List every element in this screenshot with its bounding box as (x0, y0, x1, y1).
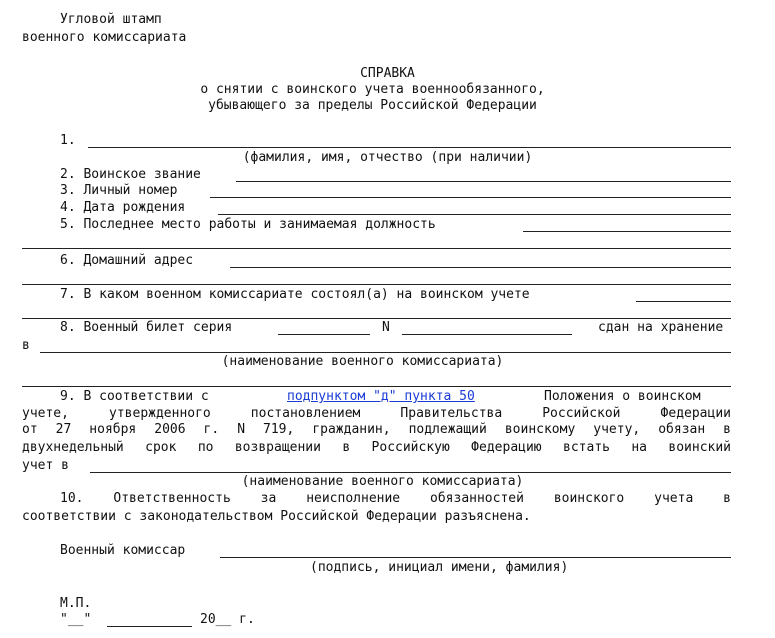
field-5-line (523, 231, 731, 232)
field-4-line (218, 214, 731, 215)
field-7-line-2 (22, 318, 731, 319)
field-3-line (210, 197, 731, 198)
date-day: "__" (60, 612, 92, 627)
field-5-line-2 (22, 248, 731, 249)
document-subtitle-2: убывающего за пределы Российской Федерации (208, 98, 537, 113)
field-8-line-2 (22, 386, 731, 387)
item-9-line-3: от 27 ноября 2006 г. N 719, гражданин, подлежащий воинскому учету, обязан в (22, 422, 731, 437)
item-9-line-4: двухнедельный срок по возвращении в Российскую Федерацию встать на воинский (22, 440, 731, 455)
item-9-start: 9. В соответствии с (60, 389, 209, 404)
field-1-line (88, 147, 731, 148)
field-8-caption: (наименование военного комиссариата) (221, 354, 504, 369)
field-6-label: 6. Домашний адрес (60, 253, 194, 268)
date-year: 20__ г. (200, 612, 255, 627)
item-10-line-2: соответствии с законодательством Российской Федерации разъяснена. (22, 509, 531, 524)
field-2-line (236, 181, 731, 182)
item-9-link[interactable]: подпунктом "д" пункта 50 (287, 389, 475, 404)
field-1-caption: (фамилия, имя, отчество (при наличии) (242, 150, 533, 165)
signature-label: Военный комиссар (60, 543, 186, 558)
seal-label: М.П. (60, 596, 92, 611)
field-8-n-label: N (382, 320, 390, 335)
field-8-commissariat-line (40, 352, 731, 353)
document-title: СПРАВКА (360, 66, 415, 81)
item-9-after-link: Положения о воинском (544, 389, 701, 404)
item-9-line (90, 472, 731, 473)
field-8-label: 8. Военный билет серия (60, 320, 233, 335)
date-month-line (107, 626, 192, 627)
field-7-line (636, 301, 731, 302)
item-9-line-5: учет в (22, 458, 69, 473)
signature-line (220, 557, 731, 558)
field-6-line (230, 267, 731, 268)
field-8-v-label: в (22, 338, 30, 353)
stamp-line-2: военного комиссариата (22, 30, 187, 45)
field-2-label: 2. Воинское звание (60, 167, 201, 182)
field-6-line-2 (22, 284, 731, 285)
field-3-label: 3. Личный номер (60, 183, 178, 198)
signature-caption: (подпись, инициал имени, фамилия) (310, 560, 569, 575)
field-7-label: 7. В каком военном комиссариате состоял(а) на воинском учете (60, 287, 530, 302)
document-subtitle-1: о снятии с воинского учета военнообязанного, (200, 82, 545, 97)
field-1-number: 1. (60, 133, 76, 148)
stamp-line-1: Угловой штамп (60, 12, 162, 27)
field-8-series-line (278, 334, 370, 335)
field-8-storage-label: сдан на хранение (598, 320, 724, 335)
item-9-caption: (наименование военного комиссариата) (241, 474, 524, 489)
item-10-line-1: 10. Ответственность за неисполнение обязанностей воинского учета в (60, 491, 731, 506)
field-5-label: 5. Последнее место работы и занимаемая должность (60, 217, 436, 232)
item-9-line-2: учете, утвержденного постановлением Правительства Российской Федерации (22, 406, 731, 421)
field-4-label: 4. Дата рождения (60, 200, 186, 215)
field-8-number-line (402, 334, 572, 335)
